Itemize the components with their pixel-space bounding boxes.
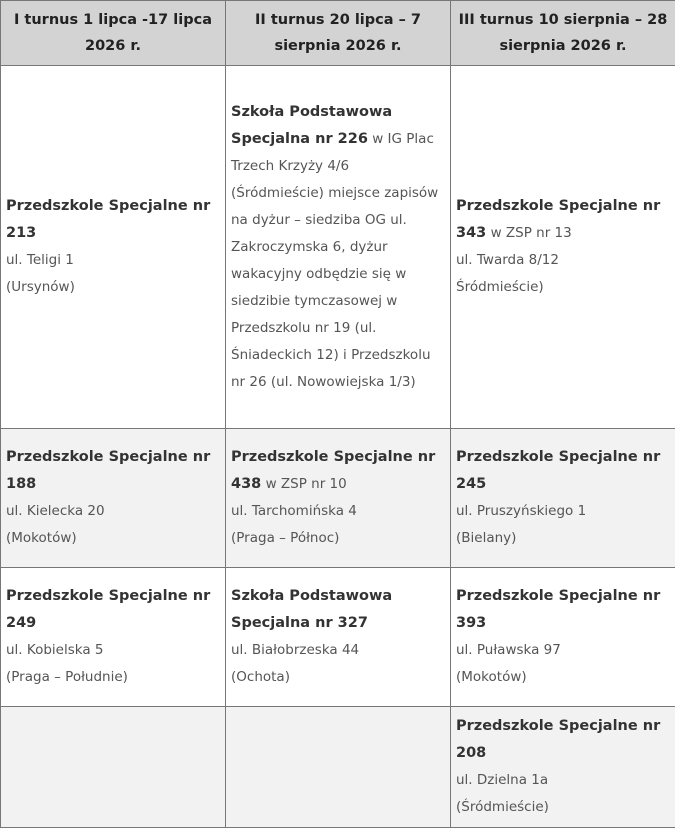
facility-district: (Ochota) <box>231 669 290 685</box>
table-cell <box>451 429 675 568</box>
facility-district: Śródmieście) <box>456 279 544 295</box>
facility-name: Przedszkole Specjalne nr 208 <box>456 718 661 761</box>
facility-name: Przedszkole Specjalne nr 245 <box>456 449 661 492</box>
facility-name: Przedszkole Specjalne nr 438 <box>231 449 436 492</box>
facility-address: ul. Kobielska 5 <box>6 642 104 658</box>
facility-district: (Praga – Północ) <box>231 530 340 546</box>
table-cell <box>451 707 675 828</box>
header-turnus-3: III turnus 10 sierpnia – 28 sierpnia 2026 r. <box>451 1 675 66</box>
facility-note: w ZSP nr 13 <box>486 225 572 241</box>
facility-address: ul. Białobrzeska 44 <box>231 642 360 658</box>
table-cell <box>451 568 675 707</box>
facility-name: Przedszkole Specjalne nr 343 <box>456 198 661 241</box>
table-cell <box>226 568 451 707</box>
facility-name: Przedszkole Specjalne nr 188 <box>6 449 211 492</box>
facility-note: w ZSP nr 10 <box>261 476 347 492</box>
facility-name: Przedszkole Specjalne nr 249 <box>6 588 211 631</box>
facility-name: Przedszkole Specjalne nr 213 <box>6 198 211 241</box>
table-cell <box>1 66 226 429</box>
facility-district: (Mokotów) <box>456 669 527 685</box>
facility-address: ul. Twarda 8/12 <box>456 252 559 268</box>
facility-note: w IG Plac Trzech Krzyży 4/6 (Śródmieście) miejsce zapisów na dyżur – siedziba OG ul. Zakroczymska 6, dyżur wakacyjny odbędzie się w siedzibie tymczasowej w Przedszkolu nr 19 (ul. Śniadeckich 12) i Przedszkolu nr 26 (ul. Nowowiejska 1/3) <box>231 130 439 390</box>
table-cell <box>226 66 451 429</box>
facility-name: Szkoła Podstawowa Specjalna nr 226 <box>231 103 393 147</box>
header-turnus-2: II turnus 20 lipca – 7 sierpnia 2026 r. <box>226 1 451 66</box>
table-cell <box>226 429 451 568</box>
facility-address: ul. Teligi 1 <box>6 252 74 268</box>
facility-address: ul. Puławska 97 <box>456 642 561 658</box>
facility-district: (Praga – Południe) <box>6 669 128 685</box>
empty-cell <box>226 707 451 828</box>
facility-name: Przedszkole Specjalne nr 393 <box>456 588 661 631</box>
facility-district: (Bielany) <box>456 530 517 546</box>
header-row <box>1 1 675 66</box>
facility-address: ul. Pruszyńskiego 1 <box>456 503 587 519</box>
facility-address: ul. Kielecka 20 <box>6 503 105 519</box>
table-row <box>1 429 675 568</box>
facility-district: (Śródmieście) <box>456 799 549 815</box>
table-cell <box>1 429 226 568</box>
table-cell <box>451 66 675 429</box>
facility-name: Szkoła Podstawowa Specjalna nr 327 <box>231 588 393 631</box>
table-row <box>1 66 675 429</box>
table-row <box>1 568 675 707</box>
table-row <box>1 707 675 828</box>
facility-address: ul. Tarchomińska 4 <box>231 503 357 519</box>
empty-cell <box>1 707 226 828</box>
facility-district: (Mokotów) <box>6 530 77 546</box>
facility-district: (Ursynów) <box>6 279 75 295</box>
table-cell <box>1 568 226 707</box>
header-turnus-1: I turnus 1 lipca -17 lipca 2026 r. <box>1 1 226 66</box>
facility-address: ul. Dzielna 1a <box>456 772 549 788</box>
